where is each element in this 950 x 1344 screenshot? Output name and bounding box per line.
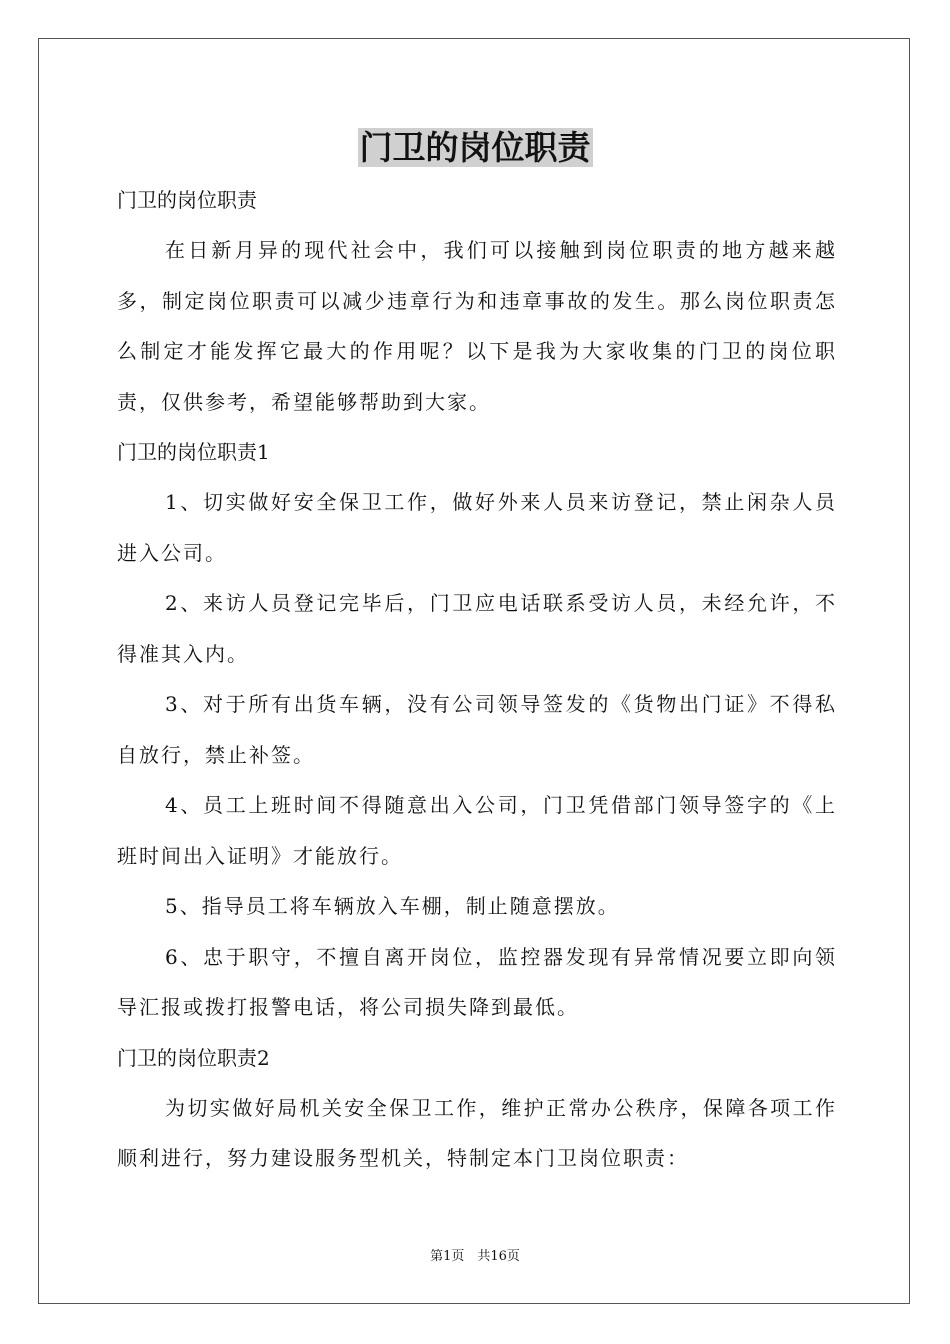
duty-item-2: 2、来访人员登记完毕后，门卫应电话联系受访人员，未经允许，不得准其入内。 — [117, 591, 837, 666]
duty-item-4: 4、员工上班时间不得随意出入公司，门卫凭借部门领导签字的《上班时间出入证明》才能放行。 — [117, 793, 837, 868]
section-2-intro-paragraph: 为切实做好局机关安全保卫工作，维护正常办公秩序，保障各项工作顺利进行，努力建设服务型机关，特制定本门卫岗位职责： — [117, 1095, 837, 1170]
duty-item-3: 3、对于所有出货车辆，没有公司领导签发的《货物出门证》不得私自放行，禁止补签。 — [117, 692, 837, 767]
section-heading-1: 门卫的岗位职责1 — [117, 440, 270, 464]
intro-paragraph: 在日新月异的现代社会中，我们可以接触到岗位职责的地方越来越多，制定岗位职责可以减少违章行为和违章事故的发生。那么岗位职责怎么制定才能发挥它最大的作用呢？以下是我为大家收集的门卫的岗位职责，仅供参考，希望能够帮助到大家。 — [117, 238, 837, 414]
section-heading-2: 门卫的岗位职责2 — [117, 1045, 270, 1070]
section-heading: 门卫的岗位职责 — [117, 188, 257, 212]
duty-item-5: 5、指导员工将车辆放入车棚，制止随意摆放。 — [165, 894, 620, 918]
document-title — [0, 126, 950, 170]
page-footer: 第1页 共16页 — [430, 1249, 520, 1264]
document-body — [117, 175, 837, 1184]
duty-item-1: 1、切实做好安全保卫工作，做好外来人员来访登记，禁止闲杂人员进入公司。 — [117, 490, 837, 565]
duty-item-6: 6、忠于职守，不擅自离开岗位，监控器发现有异常情况要立即向领导汇报或拨打报警电话，将公司损失降到最低。 — [117, 944, 837, 1019]
document-title-text: 门卫的岗位职责 — [359, 128, 591, 167]
